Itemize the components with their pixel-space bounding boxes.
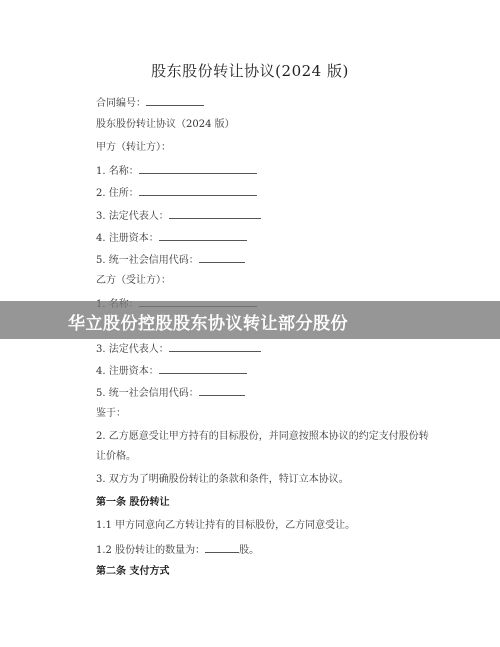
- blank-line: [159, 363, 247, 374]
- recital-3: 3. 双方为了明确股份转让的条款和条件，特订立本协议。: [96, 474, 349, 485]
- article-1-2-label: 1.2 股份转让的数量为：: [96, 545, 206, 556]
- article-1-2-unit: 股。: [239, 545, 260, 556]
- party-b-capital-line: [96, 363, 247, 379]
- recital-2: 2. 乙方愿意受让甲方持有的目标股份，并同意按照本协议的约定支付股份转让价格。: [96, 431, 429, 462]
- article-1-1: 1.1 甲方同意向乙方转让持有的目标股份，乙方同意受让。: [96, 520, 356, 531]
- party-b-rep-line: [96, 341, 261, 357]
- blank-line: [139, 163, 257, 174]
- party-a-capital-line: [96, 230, 247, 246]
- blank-line: [159, 230, 247, 241]
- news-headline-text: 华立股份控股股东协议转让部分股份: [68, 314, 348, 334]
- party-a-rep-line: [96, 208, 261, 224]
- blank-line: [199, 252, 245, 263]
- party-a-credit-code-label: 5. 统一社会信用代码：: [96, 255, 199, 266]
- contract-number-line: [96, 95, 204, 111]
- party-a-rep-label: 3. 法定代表人：: [96, 211, 169, 222]
- blank-line: [139, 185, 257, 196]
- party-a-address-label: 2. 住所：: [96, 188, 139, 199]
- party-a-capital-label: 4. 注册资本：: [96, 233, 159, 244]
- article-2-heading: 第二条 支付方式: [96, 566, 170, 577]
- blank-line: [205, 542, 239, 553]
- party-a-credit-code-line: [96, 252, 245, 268]
- article-1-2-line: [96, 542, 259, 558]
- contract-number-label: 合同编号：: [96, 98, 146, 109]
- document-subtitle: 股东股份转让协议（2024 版）: [96, 119, 235, 130]
- party-b-credit-code-label: 5. 统一社会信用代码：: [96, 388, 199, 399]
- party-a-name-label: 1. 名称：: [96, 166, 139, 177]
- party-b-credit-code-line: [96, 385, 245, 401]
- blank-line: [169, 341, 261, 352]
- party-a-address-line: [96, 185, 257, 201]
- party-a-name-line: [96, 163, 257, 179]
- contract-number-blank: [146, 95, 204, 106]
- document-title: 股东股份转让协议(2024 版): [151, 62, 349, 80]
- blank-line: [169, 208, 261, 219]
- party-b-heading: 乙方（受让方）：: [96, 275, 171, 286]
- party-b-rep-label: 3. 法定代表人：: [96, 344, 169, 355]
- party-b-capital-label: 4. 注册资本：: [96, 366, 159, 377]
- recital-heading: 鉴于：: [96, 408, 126, 419]
- party-a-heading: 甲方（转让方）：: [96, 142, 171, 153]
- article-1-heading: 第一条 股份转让: [96, 497, 170, 508]
- blank-line: [199, 385, 245, 396]
